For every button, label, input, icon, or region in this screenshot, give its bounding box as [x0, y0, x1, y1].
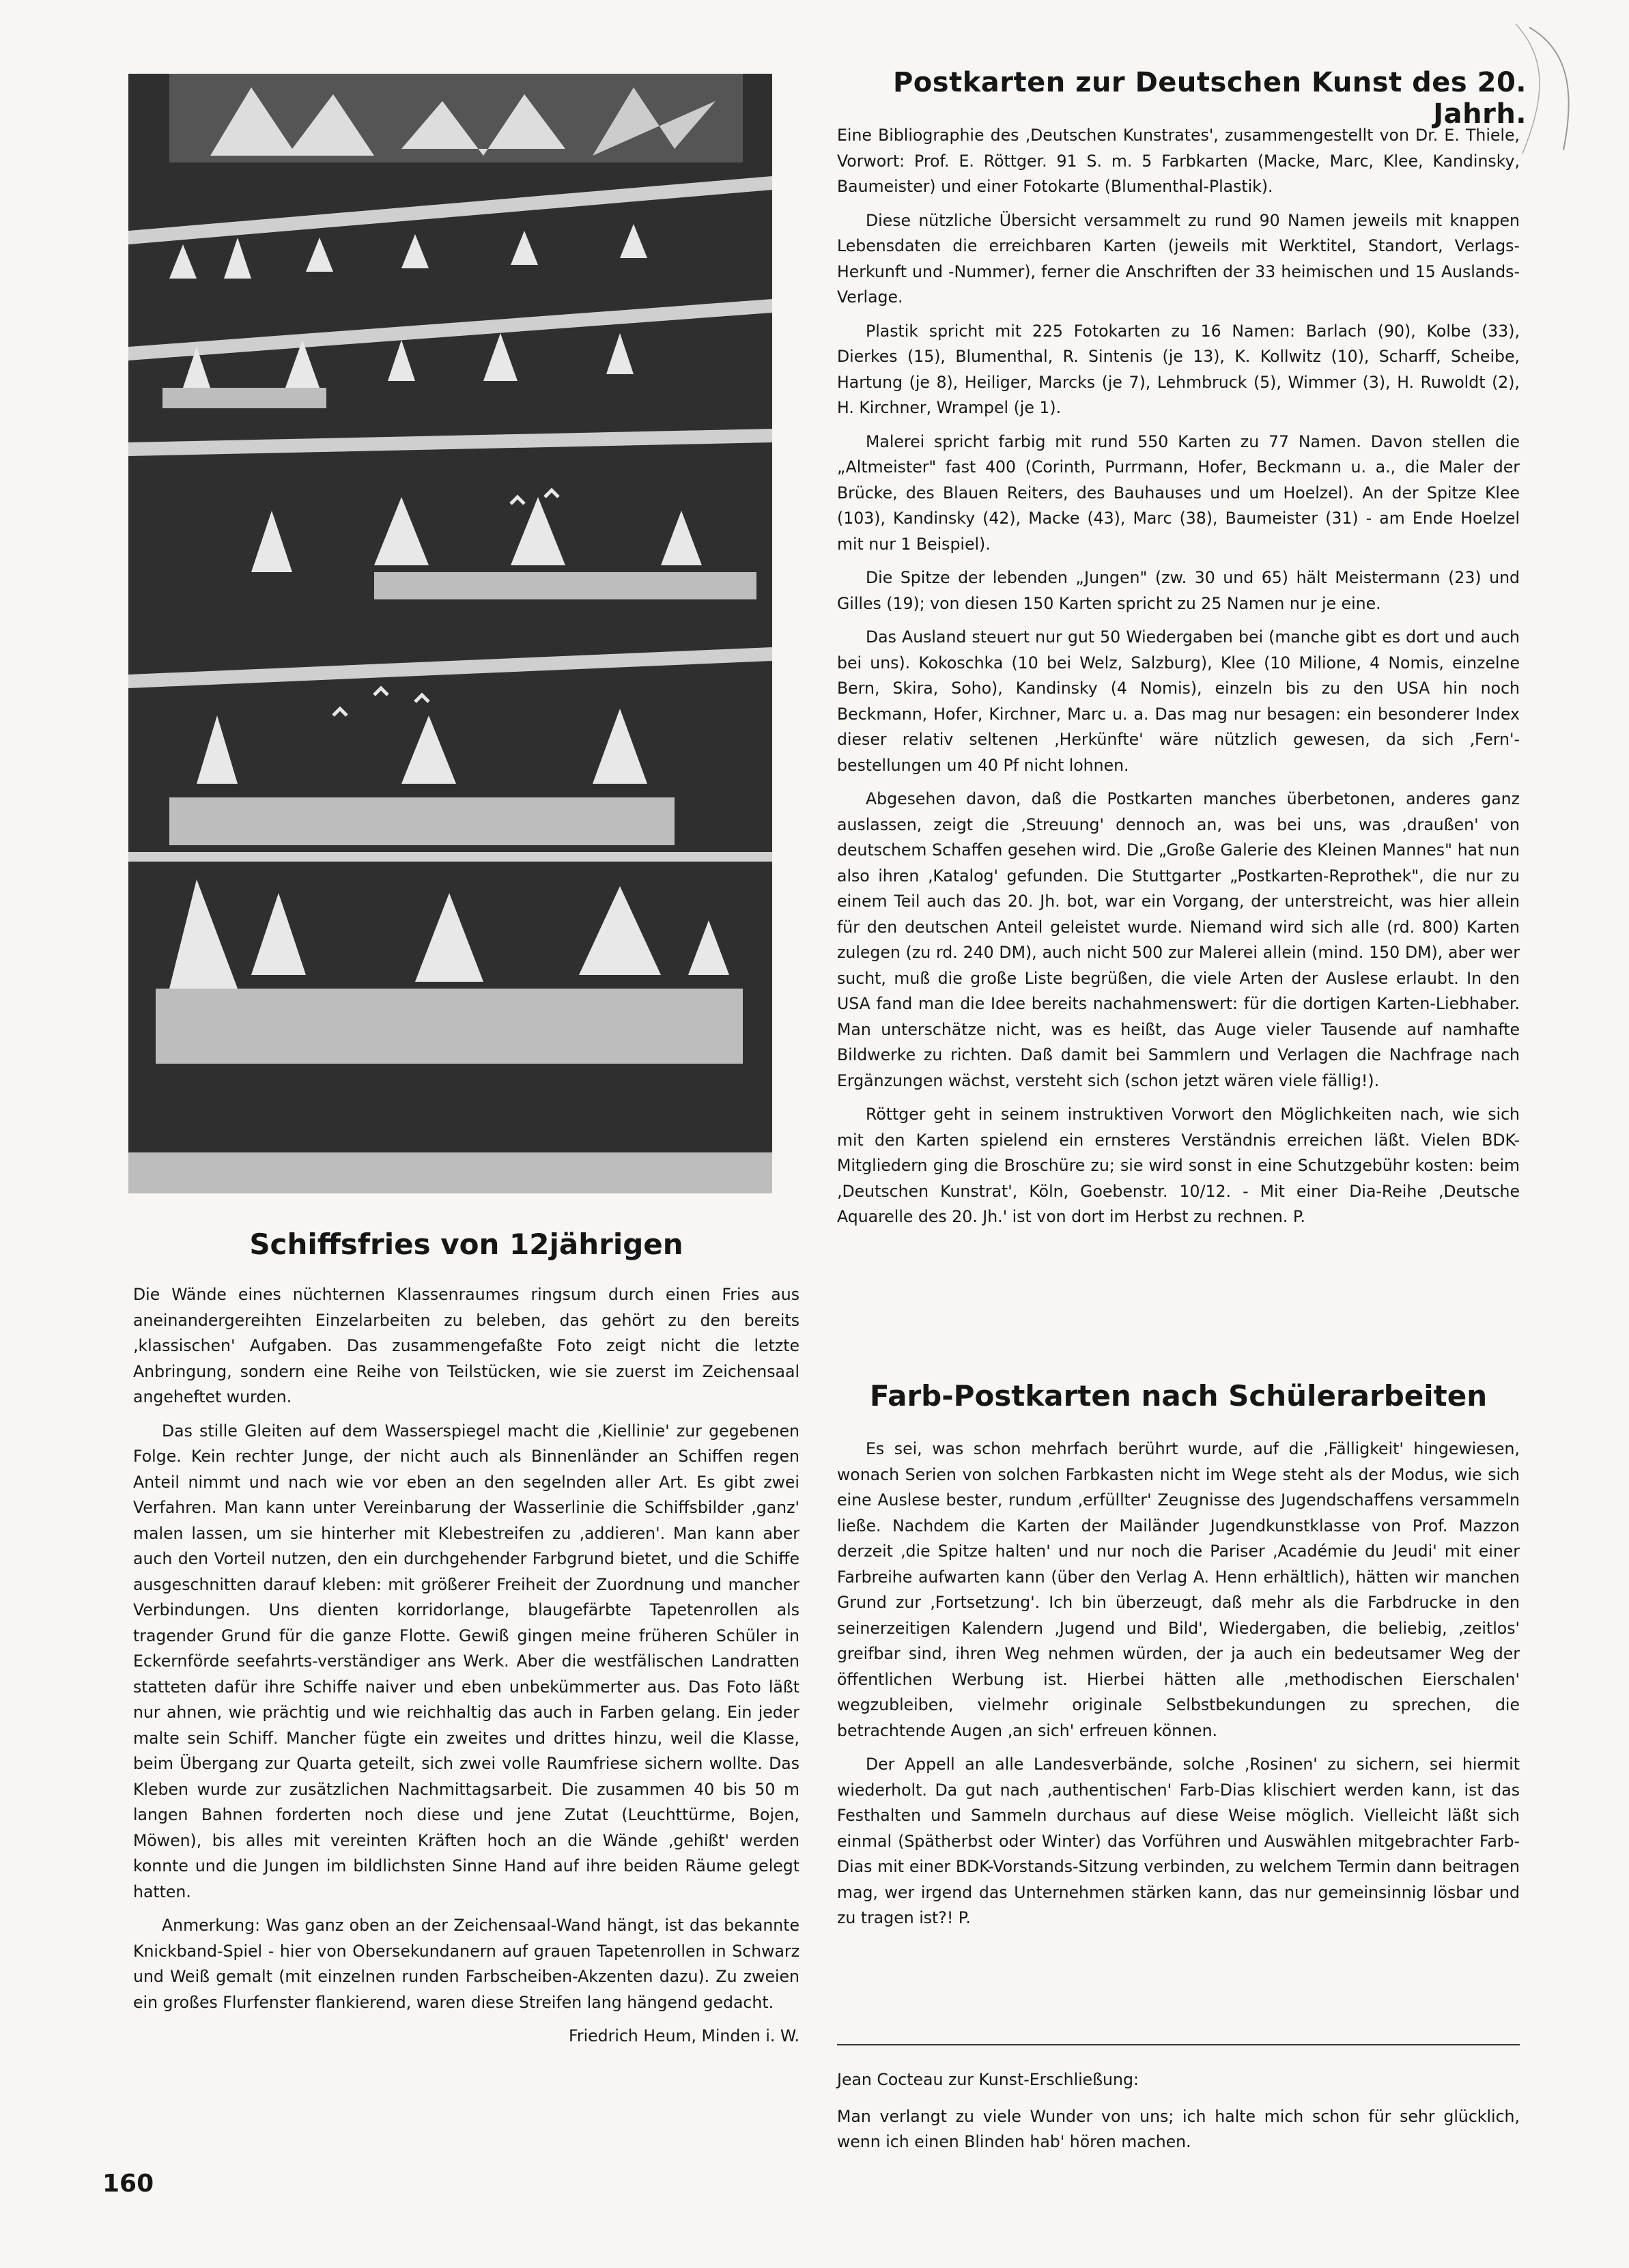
- paragraph: Das Ausland steuert nur gut 50 Wiedergaben bei (manche gibt es dort und auch bei uns). Kokoschka (10 bei Welz, Salzburg), Klee (10 Milione, 4 Nomis, einzelne Bern, Skira, Soho), Kandinsky (4 Nomis), einzeln bis zu den USA hin noch Beckmann, Hofer, Kirchner, Marc u. a. Das mag nur besagen: ein besonderer Index dieser relativ seltenen ‚Herkünfte' wäre nützlich gewesen, da sich ‚Fern'-bestellungen um 40 Pf nicht lohnen.: [837, 627, 1520, 775]
- ship-frieze-photo: [128, 74, 772, 1193]
- article-title-schiffsfries: Schiffsfries von 12jährigen: [249, 1228, 683, 1261]
- paragraph: Röttger geht in seinem instruktiven Vorwort den Möglichkeiten nach, wie sich mit den Karten spielend ein ernsteres Verständnis erreichen läßt. Vielen BDK-Mitgliedern ging die Broschüre zu; sie wird sonst in eine Schutzgebühr kosten: beim ‚Deutschen Kunstrat', Köln, Goebenstr. 10/12. - Mit einer Dia-Reihe ‚Deutsche Aquarelle des 20. Jh.' ist von dort im Herbst zu rechnen. P.: [837, 1105, 1520, 1226]
- paragraph: Diese nützliche Übersicht versammelt zu rund 90 Namen jeweils mit knappen Lebensdaten die erreichbaren Karten (jeweils mit Werktitel, Standort, Verlags-Herkunft und -Nummer), ferner die Anschriften der 33 heimischen und 15 Auslands-Verlage.: [837, 210, 1520, 307]
- paragraph: Anmerkung: Was ganz oben an der Zeichensaal-Wand hängt, ist das bekannte Knickband-Spiel - hier von Obersekundanern auf grauen Tapetenrollen in Schwarz und Weiß gemalt (mit einzelnen runden Farbscheiben-Akzenten dazu). Zu zweien ein großes Flurfenster flankierend, waren diese Streifen lang hängend gedacht.: [133, 1916, 799, 2012]
- quote-heading: Jean Cocteau zur Kunst-Erschließung:: [837, 2070, 1139, 2089]
- article-title-postkarten: Postkarten zur Deutschen Kunst des 20. Jahrh.: [892, 67, 1527, 130]
- paragraph: Die Wände eines nüchternen Klassenraumes ringsum durch einen Fries aus aneinandergereihten Einzelarbeiten zu beleben, das gehört zu den bereits ‚klassischen' Aufgaben. Das zusammengefaßte Foto zeigt nicht die letzte Anbringung, sondern eine Reihe von Teilstücken, wie sie zuerst im Zeichensaal angeheftet wurden.: [133, 1285, 799, 1406]
- article-schiffsfries-body: [133, 1282, 799, 2058]
- paragraph: Die Spitze der lebenden „Jungen" (zw. 30 und 65) hält Meistermann (23) und Gilles (19); von diesen 150 Karten spricht zu 25 Namen nur je eine.: [837, 568, 1520, 613]
- quote-text: Man verlangt zu viele Wunder von uns; ich halte mich schon für sehr glücklich, wenn ich einen Blinden hab' hören machen.: [837, 2106, 1520, 2151]
- paragraph: Das stille Gleiten auf dem Wasserspiegel macht die ‚Kiellinie' zur gegebenen Folge. Kein rechter Junge, der nicht auch als Binnenländer an Schiffen regen Anteil nimmt und nach wie vor eben an den segelnden aller Art. Es gibt zwei Verfahren. Man kann unter Vereinbarung der Wasserlinie die Schiffsbilder ‚ganz' malen lassen, um sie hinterher mit Klebestreifen zu ‚addieren'. Man kann aber auch den Vorteil nutzen, den ein durchgehender Farbgrund bietet, und die Schiffe ausgeschnitten darauf kleben: mit größerer Freiheit der Zuordnung und mancher Verbindungen. Uns dienten korridorlange, blaugefärbte Tapetenrollen als tragender Grund für die ganze Flotte. Gewiß gingen meine früheren Schüler in Eckernförde seefahrts-verständiger ans Werk. Aber die westfälischen Landratten statteten dafür ihre Schiffe naiver und eben unbekümmerter aus. Das Foto läßt nur ahnen, wie prächtig und wie reichhaltig das auch in Farben gelang. Ein jeder malte sein Schiff. Mancher fügte ein zweites und drittes hinzu, weil die Klasse, beim Übergang zur Quarta geteilt, sich zwei volle Raumfriese sichern wollte. Das Kleben wurde zur zusätzlichen Nachmittagsarbeit. Die zusammen 40 bis 50 m langen Bahnen forderten noch diese und jene Zutat (Leuchttürme, Bojen, Möwen), bis alles mit vereinten Kräften hoch an die Wände ‚gehißt' werden konnte und die Jungen im bildlichsten Sinne Hand auf ihre beiden Räume gelegt hatten.: [133, 1421, 799, 1901]
- page-number: 160: [102, 2170, 154, 2198]
- paragraph: Abgesehen davon, daß die Postkarten manches überbetonen, anderes ganz auslassen, zeigt die ‚Streuung' dennoch an, was bei uns, was ‚draußen' von deutschem Schaffen gesehen wird. Die „Große Galerie des Kleinen Mannes" hat nun also ihren ‚Katalog' gefunden. Die Stuttgarter „Postkarten-Reprothek", die nur zu einem Teil auch das 20. Jh. bot, war ein Vorgang, der unterstreicht, was hier allein für den deutschen Anteil geleistet wurde. Niemand wird sich alle (rd. 800) Karten zulegen (zu rd. 240 DM), auch nicht 500 zur Malerei allein (mind. 150 DM), aber wer sucht, muß die große Liste begrüßen, die viele Arten der Auslese erlaubt. In den USA fand man die Idee bereits nachahmenswert: für die dortigen Karten-Liebhaber. Man unterschätze nicht, was es heißt, das Auge vieler Tausende auf namhafte Bildwerke zu richten. Daß damit bei Sammlern und Verlagen die Nachfrage nach Ergänzungen wächst, versteht sich (schon jetzt wären viele fällig!).: [837, 789, 1520, 1090]
- section-divider: [837, 2044, 1520, 2045]
- paragraph: Plastik spricht mit 225 Fotokarten zu 16 Namen: Barlach (90), Kolbe (33), Dierkes (15), Blumenthal, R. Sintenis (je 13), K. Kollwitz (10), Scharff, Scheibe, Hartung (je 8), Heiliger, Marcks (je 7), Lehmbruck (5), Wimmer (3), H. Ruwoldt (2), H. Kirchner, Wrampel (je 1).: [837, 321, 1520, 417]
- paragraph: Es sei, was schon mehrfach berührt wurde, auf die ‚Fälligkeit' hingewiesen, wonach Serien von solchen Farbkasten nicht im Wege steht als der Modus, wie sich eine Auslese bester, rundum ‚erfüllter' Zeugnisse des Jugendschaffens versammeln ließe. Nachdem die Karten der Mailänder Jugendkunstklasse von Prof. Mazzon derzeit ‚die Spitze halten' und nur noch die Pariser ‚Académie du Jeudi' mit einer Farbreihe aufwarten kann (über den Verlag A. Henn erhältlich), hätten wir manchen Grund zur ‚Fortsetzung'. Ich bin überzeugt, daß mehr als die Farbdrucke in den seinerzeitigen Kalendern ‚Jugend und Bild', Wiedergaben, die beliebig, ‚zeitlos' greifbar sind, ihren Weg nehmen würden, der ja auch ein bedeutsamer Weg der öffentlichen Werbung ist. Hierbei hätten alle ‚methodischen Eierschalen' wegzubleiben, vielmehr originale Selbstbekundungen zu sprechen, die betrachtende Augen ‚an sich' erfreuen können.: [837, 1439, 1520, 1740]
- pencil-mark: [1502, 20, 1604, 157]
- paragraph: Malerei spricht farbig mit rund 550 Karten zu 77 Namen. Davon stellen die „Altmeister" fast 400 (Corinth, Purrmann, Hofer, Beckmann u. a., die Maler der Brücke, des Blauen Reiters, des Bauhauses und um Hoelzel). An der Spitze Klee (103), Kandinsky (42), Macke (43), Marc (38), Baumeister (31) - am Ende Hoelzel mit nur 1 Beispiel).: [837, 431, 1520, 554]
- paragraph: Eine Bibliographie des ‚Deutschen Kunstrates', zusammengestellt von Dr. E. Thiele, Vorwort: Prof. E. Röttger. 91 S. m. 5 Farbkarten (Macke, Marc, Klee, Kandinsky, Baumeister) und einer Fotokarte (Blumenthal-Plastik).: [837, 126, 1520, 196]
- ship-frieze-illustration: [128, 74, 772, 1193]
- article-title-farb-postkarten: Farb-Postkarten nach Schülerarbeiten: [869, 1379, 1488, 1413]
- author-signature: Friedrich Heum, Minden i. W.: [569, 2026, 799, 2045]
- cocteau-quote: [837, 2067, 1520, 2155]
- paragraph: Der Appell an alle Landesverbände, solche ‚Rosinen' zu sichern, sei hiermit wiederholt. Da gut nach ‚authentischen' Farb-Dias klischiert werden kann, ist das Festhalten und Sammeln durchaus auf diese Weise möglich. Vielleicht läßt sich einmal (Spätherbst oder Winter) das Vorführen und Auswählen mitgebrachter Farb-Dias mit einer BDK-Vorstands-Sitzung verbinden, zu welchem Termin dann beitragen mag, wer irgend das Unternehmen stärken kann, das nur gemeinsinnig lösbar und zu tragen ist?! P.: [837, 1755, 1520, 1927]
- article-postkarten-body: [837, 123, 1520, 1238]
- article-farb-postkarten-body: [837, 1436, 1520, 1940]
